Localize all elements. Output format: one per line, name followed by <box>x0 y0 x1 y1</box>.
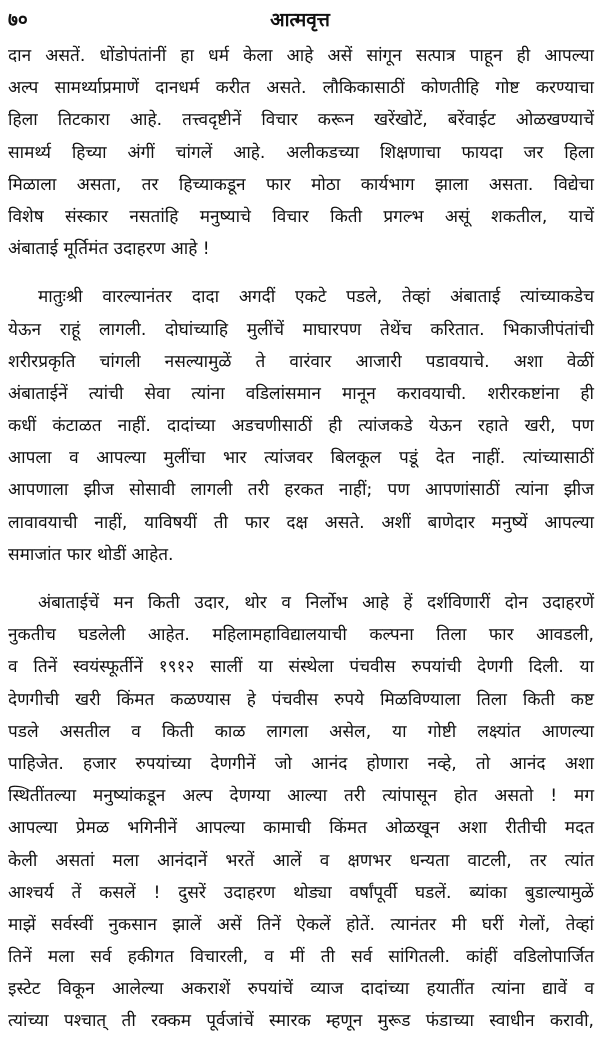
text-line: त्यांच्या पश्चात् ती रक्कम पूर्वजांचें स्मारक म्हणून मुरूड फंडाच्या स्वाधीन करावी, <box>8 1011 594 1032</box>
text-line: अंबाताई मूर्तिमंत उदाहरण आहे ! <box>8 239 210 260</box>
text-line: सामर्थ्य हिच्या अंगीं चांगलें आहे. अलीकडच्या शिक्षणाचा फायदा जर हिला <box>8 142 594 163</box>
text-line: कधीं कंटाळत नाहीं. दादांच्या अडचणीसाठीं ही त्यांजकडे येऊन रहाते खरी, पण <box>8 416 594 437</box>
text-line: स्थितींतल्या मनुष्यांकडून अल्प देणग्या आल्या तरी त्यांपासून होत असतो ! मग <box>8 786 594 807</box>
text-line: पडले असतील व किती काळ लागला असेल, या गोष्टी लक्ष्यांत आणल्या <box>8 721 594 742</box>
text-line: आपणाला झीज सोसावी लागली तरी हरकत नाहीं; पण आपणांसाठीं त्यांना झीज <box>8 480 594 501</box>
text-line: माझें सर्वस्वीं नुकसान झालें असें तिनें ऐकलें होतें. त्यानंतर मी घरीं गेलों, तेव्हां <box>8 914 594 935</box>
text-line: अल्प सामर्थ्याप्रमाणें दानधर्म करीत असते. लौकिकासाठीं कोणतीहि गोष्ट करण्याचा <box>8 78 594 99</box>
text-line: येऊन राहूं लागली. दोघांच्याहि मुलींचें माघारपण तेथेंच करितात. भिकाजीपंतांची <box>8 319 594 340</box>
text-line: मिळाला असता, तर हिच्याकडून फार मोठा कार्यभाग झाला असता. विद्येचा <box>8 174 594 195</box>
text-line: आश्चर्य तें कसलें ! दुसरें उदाहरण थोड्या वर्षांपूर्वी घडलें. ब्यांका बुडाल्यामुळें <box>8 882 594 903</box>
text-line: समाजांत फार थोडीं आहेत. <box>8 544 174 565</box>
text-line: पाहिजेत. हजार रुपयांच्या देणगीनें जो आनंद होणारा नव्हे, तो आनंद अशा <box>8 753 594 774</box>
text-line: शरीरप्रकृति चांगली नसल्यामुळें ते वारंवार आजारी पडावयाचे. अशा वेळीं <box>8 351 594 372</box>
text-line: देणगीची खरी किंमत कळण्यास हे पंचवीस रुपये मिळविण्याला तिला किती कष्ट <box>8 689 594 710</box>
text-line: तिनें मला सर्व हकीगत विचारली, व मीं ती सर्व सांगितली. कांहीं वडिलोपार्जित <box>8 947 594 968</box>
text-line: नुकतीच घडलेली आहेत. महिलामहाविद्यालयाची कल्पना तिला फार आवडली, <box>8 625 594 646</box>
text-line: अंबाताईनें त्यांची सेवा त्यांना वडिलांसमान मानून करावयाची. शरीरकष्टांना ही <box>8 383 594 404</box>
running-title: आत्मवृत्त <box>270 9 330 31</box>
text-line: लावावयाची नाहीं, याविषयीं ती फार दक्ष असते. अशीं बाणेदार मनुष्यें आपल्या <box>8 512 594 533</box>
text-line: हिला तिटकारा आहे. तत्त्वदृष्टीनें विचार करून खरेंखोटें, बरेंवाईट ओळखण्याचें <box>8 110 594 131</box>
text-line: दान असतें. धोंडोपंतांनीं हा धर्म केला आहे असें सांगून सत्पात्र पाहून ही आपल्या <box>8 46 594 66</box>
paragraph <box>8 281 594 571</box>
text-line: आपल्या प्रेमळ भगिनीनें आपल्या कामाची किंमत ओळखून अशा रीतीची मदत <box>8 818 594 839</box>
text-line: केली असतां मला आनंदानें भरतें आलें व क्षणभर धन्यता वाटली, तर त्यांत <box>8 850 594 871</box>
text-line: इस्टेट विकून आलेल्या अकराशें रुपयांचें व्याज दादांच्या हयातींत त्यांना द्यावें व <box>8 979 594 1000</box>
text-line: मातुःश्री वारल्यानंतर दादा अगदीं एकटे पडले, तेव्हां अंबाताई त्यांच्याकडेच <box>38 287 594 308</box>
paragraph <box>8 40 594 265</box>
paragraph <box>8 587 594 1038</box>
body-text <box>8 40 594 1038</box>
text-line: व तिनें स्वयंस्फूर्तीनें १९१२ सालीं या संस्थेला पंचवीस रुपयांची देणगी दिली. या <box>8 657 594 678</box>
text-line: आपला व आपल्या मुलींचा भार त्यांजवर बिलकूल पडूं देत नाहीं. त्यांच्यासाठीं <box>8 448 594 469</box>
page-header <box>8 6 592 36</box>
text-line: विशेष संस्कार नसतांहि मनुष्याचे विचार किती प्रगल्भ असूं शकतील, याचें <box>8 206 594 227</box>
page-number: ७० <box>8 9 28 31</box>
text-line: अंबाताईचें मन किती उदार, थोर व निर्लोभ आहे हें दर्शविणारीं दोन उदाहरणें <box>38 593 594 613</box>
